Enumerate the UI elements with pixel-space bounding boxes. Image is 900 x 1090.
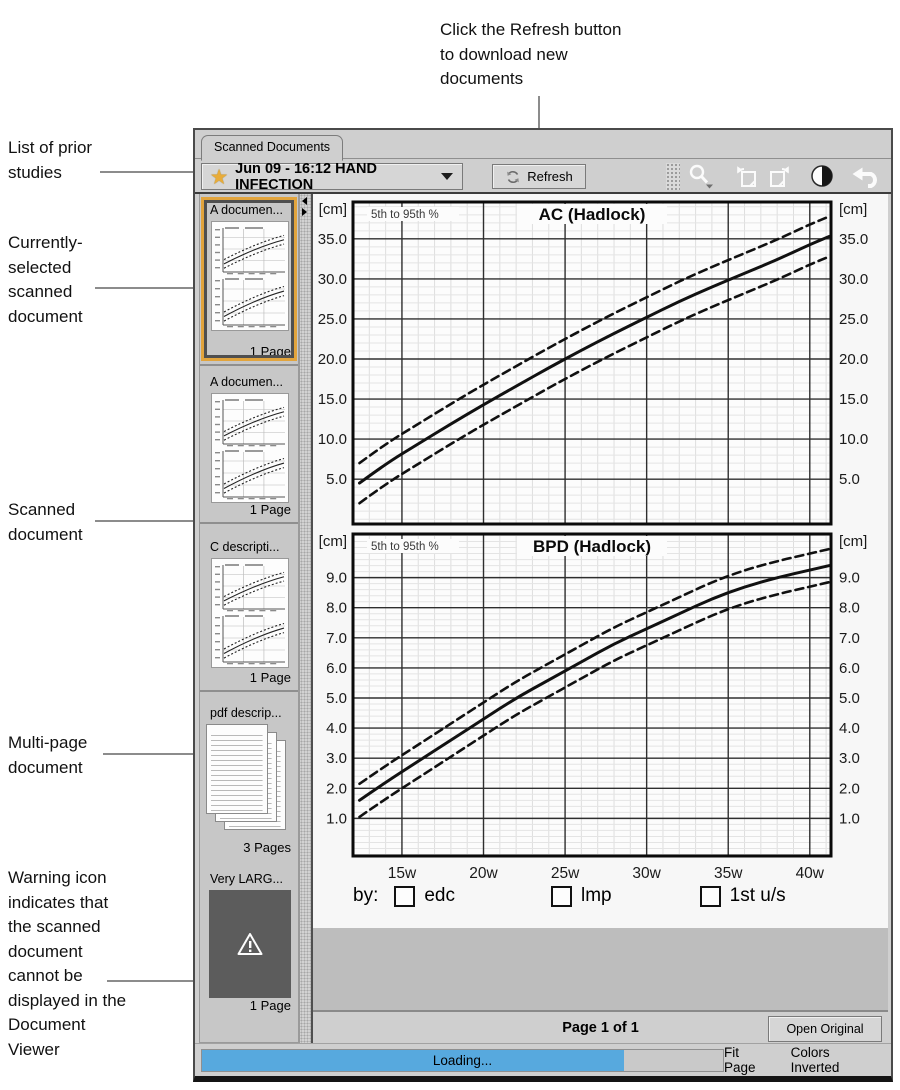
undo-icon — [852, 164, 880, 188]
svg-text:9.0: 9.0 — [839, 569, 860, 587]
prior-study-dropdown-label: Jun 09 - 16:12 HAND INFECTION — [235, 160, 377, 193]
caret-down-icon — [441, 173, 453, 180]
search-icon — [686, 163, 714, 189]
svg-text:10.0: 10.0 — [839, 431, 869, 449]
rotate-left-button[interactable] — [733, 161, 763, 190]
refresh-button-label: Refresh — [527, 169, 573, 184]
invert-colors-icon — [809, 163, 835, 189]
edc-checkbox[interactable] — [394, 886, 415, 907]
edc-label: edc — [424, 885, 455, 906]
first-us-option[interactable] — [700, 885, 786, 907]
loading-progress-bar — [201, 1049, 724, 1072]
document-title: Very LARG... — [210, 872, 283, 886]
star-icon: ★ — [211, 166, 228, 187]
document-item-2[interactable] — [200, 366, 298, 524]
document-thumbnail[interactable] — [206, 393, 294, 503]
zoom-tool-button[interactable] — [685, 161, 715, 190]
first-us-label: 1st u/s — [729, 885, 786, 906]
refresh-icon — [505, 169, 521, 185]
page-count: 1 Page — [249, 670, 291, 685]
svg-text:15w: 15w — [387, 865, 417, 882]
page-count: 1 Page — [249, 502, 291, 517]
page-count: 1 Page — [249, 344, 291, 359]
svg-text:35w: 35w — [714, 865, 743, 882]
callout-line-selected-document — [95, 287, 205, 289]
svg-text:20.0: 20.0 — [317, 350, 347, 368]
invert-colors-button[interactable] — [807, 161, 837, 190]
chart-document-thumbnail — [211, 558, 289, 668]
chart-document-thumbnail — [211, 393, 289, 503]
svg-text:BPD (Hadlock): BPD (Hadlock) — [532, 537, 652, 556]
svg-text:9.0: 9.0 — [326, 569, 347, 587]
callout-refresh: Click the Refresh button to download new documents — [440, 20, 622, 88]
page-count: 1 Page — [249, 998, 291, 1013]
content-area — [195, 192, 891, 1043]
svg-text:30.0: 30.0 — [839, 270, 869, 288]
svg-text:25.0: 25.0 — [839, 310, 869, 328]
ac-hadlock-chart — [313, 194, 889, 535]
svg-text:25.0: 25.0 — [317, 310, 347, 328]
svg-text:[cm]: [cm] — [318, 533, 347, 550]
dating-method-row — [353, 885, 786, 907]
lmp-label: lmp — [581, 885, 612, 906]
svg-text:30.0: 30.0 — [317, 270, 347, 288]
colors-inverted-toggle[interactable]: Colors Inverted — [790, 1045, 840, 1075]
svg-text:20.0: 20.0 — [839, 350, 869, 368]
tab-scanned-documents[interactable]: Scanned Documents — [201, 135, 343, 161]
document-title: A documen... — [210, 203, 283, 217]
svg-text:6.0: 6.0 — [839, 659, 860, 677]
svg-text:25w: 25w — [550, 865, 580, 882]
rotate-right-icon — [764, 162, 792, 189]
page-indicator: Page 1 of 1 — [562, 1019, 639, 1036]
undo-button[interactable] — [851, 161, 881, 190]
svg-text:30w: 30w — [632, 865, 661, 882]
rotate-left-icon — [734, 162, 762, 189]
viewer-background — [313, 928, 888, 1010]
document-thumbnail[interactable] — [206, 890, 294, 998]
svg-text:5.0: 5.0 — [839, 471, 860, 489]
svg-text:[cm]: [cm] — [318, 201, 347, 218]
document-title: pdf descrip... — [210, 706, 282, 720]
loading-label: Loading... — [432, 1052, 493, 1068]
lmp-option[interactable] — [551, 885, 612, 907]
viewer-footer — [313, 1010, 888, 1043]
svg-text:5th to 95th %: 5th to 95th % — [371, 209, 439, 221]
by-label: by: — [353, 885, 379, 906]
callout-warning-icon: Warning icon indicates that the scanned document cannot be displayed in the Document Viewer — [8, 868, 127, 1059]
svg-text:AC (Hadlock): AC (Hadlock) — [538, 205, 646, 224]
svg-text:8.0: 8.0 — [839, 599, 860, 617]
expand-right-icon[interactable] — [302, 208, 307, 216]
svg-text:35.0: 35.0 — [839, 230, 869, 248]
callout-scanned-document: Scanned document — [8, 500, 83, 544]
callout-multipage-document: Multi-page document — [8, 733, 88, 777]
svg-text:40w: 40w — [795, 865, 825, 882]
svg-text:6.0: 6.0 — [326, 659, 347, 677]
collapse-left-icon[interactable] — [302, 197, 307, 205]
document-thumbnail[interactable] — [206, 221, 294, 331]
svg-text:4.0: 4.0 — [839, 720, 860, 738]
document-thumbnail[interactable] — [206, 724, 294, 836]
prior-study-dropdown[interactable] — [201, 160, 463, 193]
open-original-button[interactable]: Open Original — [768, 1016, 882, 1042]
svg-text:1.0: 1.0 — [839, 810, 860, 828]
svg-text:8.0: 8.0 — [326, 599, 347, 617]
callout-prior-studies: List of prior studies — [8, 138, 93, 182]
svg-text:5th to 95th %: 5th to 95th % — [371, 541, 439, 553]
document-item-5[interactable] — [200, 860, 298, 1018]
callout-line-prior-studies — [100, 171, 204, 173]
svg-text:5.0: 5.0 — [326, 471, 347, 489]
page-count: 3 Pages — [243, 840, 291, 855]
document-item-3[interactable] — [200, 524, 298, 692]
warning-icon — [237, 932, 263, 956]
edc-option[interactable] — [394, 885, 455, 907]
fit-page-toggle[interactable]: Fit Page — [723, 1045, 756, 1075]
stacked-page — [206, 724, 268, 814]
svg-text:2.0: 2.0 — [839, 780, 860, 798]
chart-document-thumbnail — [211, 221, 289, 331]
svg-text:4.0: 4.0 — [326, 720, 347, 738]
scanned-documents-window — [193, 128, 893, 1082]
svg-text:15.0: 15.0 — [839, 391, 869, 409]
scanned-page — [313, 194, 888, 928]
svg-text:7.0: 7.0 — [326, 629, 347, 647]
bpd-hadlock-chart — [313, 530, 889, 891]
document-title: C descripti... — [210, 540, 280, 554]
svg-text:20w: 20w — [469, 865, 498, 882]
toolbar-separator — [666, 163, 680, 190]
lmp-checkbox[interactable] — [551, 886, 572, 907]
document-thumbnail[interactable] — [206, 558, 294, 668]
svg-text:35.0: 35.0 — [317, 230, 347, 248]
svg-text:1.0: 1.0 — [326, 810, 347, 828]
sidebar-splitter[interactable] — [299, 194, 313, 1043]
svg-text:5.0: 5.0 — [839, 690, 860, 708]
svg-text:3.0: 3.0 — [326, 750, 347, 768]
multipage-document-thumbnail — [206, 724, 294, 836]
document-title: A documen... — [210, 375, 283, 389]
refresh-button[interactable] — [492, 164, 586, 189]
first-us-checkbox[interactable] — [700, 886, 721, 907]
svg-text:10.0: 10.0 — [317, 431, 347, 449]
svg-text:2.0: 2.0 — [326, 780, 347, 798]
status-bar — [195, 1043, 891, 1076]
document-viewer — [313, 194, 888, 1043]
svg-text:3.0: 3.0 — [839, 750, 860, 768]
rotate-right-button[interactable] — [763, 161, 793, 190]
document-item-1[interactable] — [200, 194, 298, 366]
svg-text:5.0: 5.0 — [326, 690, 347, 708]
svg-text:[cm]: [cm] — [839, 201, 868, 218]
callout-selected-document: Currently-selected scanned document — [8, 233, 83, 326]
svg-text:[cm]: [cm] — [839, 533, 868, 550]
document-item-4[interactable] — [200, 692, 298, 860]
svg-text:15.0: 15.0 — [317, 391, 347, 409]
error-document-thumbnail — [209, 890, 291, 998]
svg-text:7.0: 7.0 — [839, 629, 860, 647]
document-thumbnail-list — [199, 194, 299, 1043]
